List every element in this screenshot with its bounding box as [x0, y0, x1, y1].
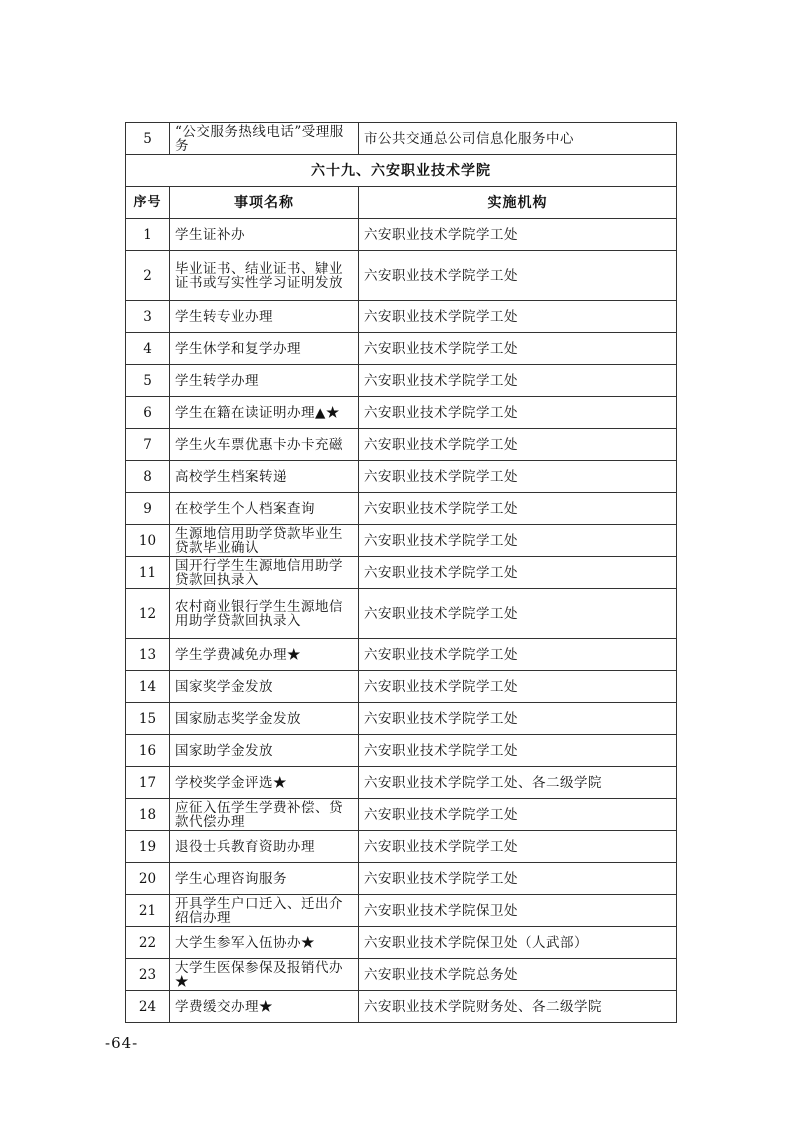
table-row [126, 863, 677, 895]
table-row [126, 589, 677, 639]
header-row [126, 187, 677, 219]
table-row [126, 895, 677, 927]
service-table [125, 122, 677, 1023]
table-row [126, 301, 677, 333]
implementing-org: 六安职业技术学院学工处 [359, 333, 677, 365]
table-row [126, 525, 677, 557]
table-row [126, 333, 677, 365]
table-row [126, 959, 677, 991]
item-name: 学生转专业办理 [170, 301, 359, 333]
implementing-org: 六安职业技术学院财务处、各二级学院 [359, 991, 677, 1023]
row-number: 21 [126, 895, 170, 927]
page-number: -64- [105, 1034, 139, 1052]
implementing-org: 六安职业技术学院学工处 [359, 639, 677, 671]
item-name: 国家励志奖学金发放 [170, 703, 359, 735]
item-name: 学生在籍在读证明办理▲★ [170, 397, 359, 429]
item-name: 高校学生档案转递 [170, 461, 359, 493]
row-number: 13 [126, 639, 170, 671]
row-number: 4 [126, 333, 170, 365]
item-name: 大学生参军入伍协办★ [170, 927, 359, 959]
row-number: 2 [126, 251, 170, 301]
item-name: 国开行学生生源地信用助学贷款回执录入 [170, 557, 359, 589]
implementing-org: 六安职业技术学院学工处 [359, 429, 677, 461]
row-number: 7 [126, 429, 170, 461]
implementing-org: 六安职业技术学院学工处 [359, 863, 677, 895]
row-number: 5 [126, 123, 170, 155]
table-row [126, 671, 677, 703]
table-row [126, 767, 677, 799]
implementing-org: 六安职业技术学院学工处 [359, 219, 677, 251]
table-row [126, 123, 677, 155]
table-row [126, 557, 677, 589]
item-name: 退役士兵教育资助办理 [170, 831, 359, 863]
row-number: 8 [126, 461, 170, 493]
implementing-org: 六安职业技术学院保卫处（人武部） [359, 927, 677, 959]
item-name: 大学生医保参保及报销代办★ [170, 959, 359, 991]
item-name: 学生心理咨询服务 [170, 863, 359, 895]
item-name: 学生转学办理 [170, 365, 359, 397]
header-implementing-org: 实施机构 [359, 187, 677, 219]
row-number: 19 [126, 831, 170, 863]
table-row [126, 991, 677, 1023]
implementing-org: 市公共交通总公司信息化服务中心 [359, 123, 677, 155]
table-row [126, 799, 677, 831]
implementing-org: 六安职业技术学院学工处 [359, 557, 677, 589]
row-number: 5 [126, 365, 170, 397]
item-name: 学生证补办 [170, 219, 359, 251]
row-number: 3 [126, 301, 170, 333]
implementing-org: 六安职业技术学院保卫处 [359, 895, 677, 927]
table-row [126, 429, 677, 461]
implementing-org: 六安职业技术学院学工处 [359, 461, 677, 493]
implementing-org: 六安职业技术学院学工处 [359, 525, 677, 557]
implementing-org: 六安职业技术学院学工处 [359, 589, 677, 639]
item-name: “公交服务热线电话”受理服务 [170, 123, 359, 155]
implementing-org: 六安职业技术学院学工处 [359, 735, 677, 767]
item-name: 国家奖学金发放 [170, 671, 359, 703]
table-row [126, 735, 677, 767]
table-row [126, 703, 677, 735]
implementing-org: 六安职业技术学院学工处 [359, 703, 677, 735]
item-name: 学生火车票优惠卡办卡充磁 [170, 429, 359, 461]
item-name: 农村商业银行学生生源地信用助学贷款回执录入 [170, 589, 359, 639]
item-name: 生源地信用助学贷款毕业生贷款毕业确认 [170, 525, 359, 557]
table-row [126, 493, 677, 525]
row-number: 23 [126, 959, 170, 991]
header-item-name: 事项名称 [170, 187, 359, 219]
item-name: 学生休学和复学办理 [170, 333, 359, 365]
table-row [126, 461, 677, 493]
item-name: 在校学生个人档案查询 [170, 493, 359, 525]
implementing-org: 六安职业技术学院学工处 [359, 493, 677, 525]
item-name: 毕业证书、结业证书、肄业证书或写实性学习证明发放 [170, 251, 359, 301]
table-row [126, 251, 677, 301]
table-row [126, 639, 677, 671]
row-number: 15 [126, 703, 170, 735]
row-number: 6 [126, 397, 170, 429]
row-number: 11 [126, 557, 170, 589]
row-number: 9 [126, 493, 170, 525]
header-number: 序号 [126, 187, 170, 219]
row-number: 10 [126, 525, 170, 557]
implementing-org: 六安职业技术学院学工处 [359, 799, 677, 831]
row-number: 17 [126, 767, 170, 799]
implementing-org: 六安职业技术学院学工处 [359, 251, 677, 301]
row-number: 16 [126, 735, 170, 767]
implementing-org: 六安职业技术学院总务处 [359, 959, 677, 991]
table-row [126, 365, 677, 397]
item-name: 应征入伍学生学费补偿、贷款代偿办理 [170, 799, 359, 831]
item-name: 学校奖学金评选★ [170, 767, 359, 799]
section-row [126, 155, 677, 187]
row-number: 24 [126, 991, 170, 1023]
implementing-org: 六安职业技术学院学工处 [359, 301, 677, 333]
implementing-org: 六安职业技术学院学工处 [359, 831, 677, 863]
item-name: 开具学生户口迁入、迁出介绍信办理 [170, 895, 359, 927]
section-title: 六十九、六安职业技术学院 [126, 155, 677, 187]
table-row [126, 219, 677, 251]
table-row [126, 831, 677, 863]
row-number: 20 [126, 863, 170, 895]
table-row [126, 397, 677, 429]
implementing-org: 六安职业技术学院学工处 [359, 397, 677, 429]
table-row [126, 927, 677, 959]
row-number: 1 [126, 219, 170, 251]
row-number: 18 [126, 799, 170, 831]
row-number: 12 [126, 589, 170, 639]
item-name: 国家助学金发放 [170, 735, 359, 767]
row-number: 22 [126, 927, 170, 959]
item-name: 学生学费减免办理★ [170, 639, 359, 671]
implementing-org: 六安职业技术学院学工处、各二级学院 [359, 767, 677, 799]
implementing-org: 六安职业技术学院学工处 [359, 365, 677, 397]
row-number: 14 [126, 671, 170, 703]
implementing-org: 六安职业技术学院学工处 [359, 671, 677, 703]
item-name: 学费缓交办理★ [170, 991, 359, 1023]
